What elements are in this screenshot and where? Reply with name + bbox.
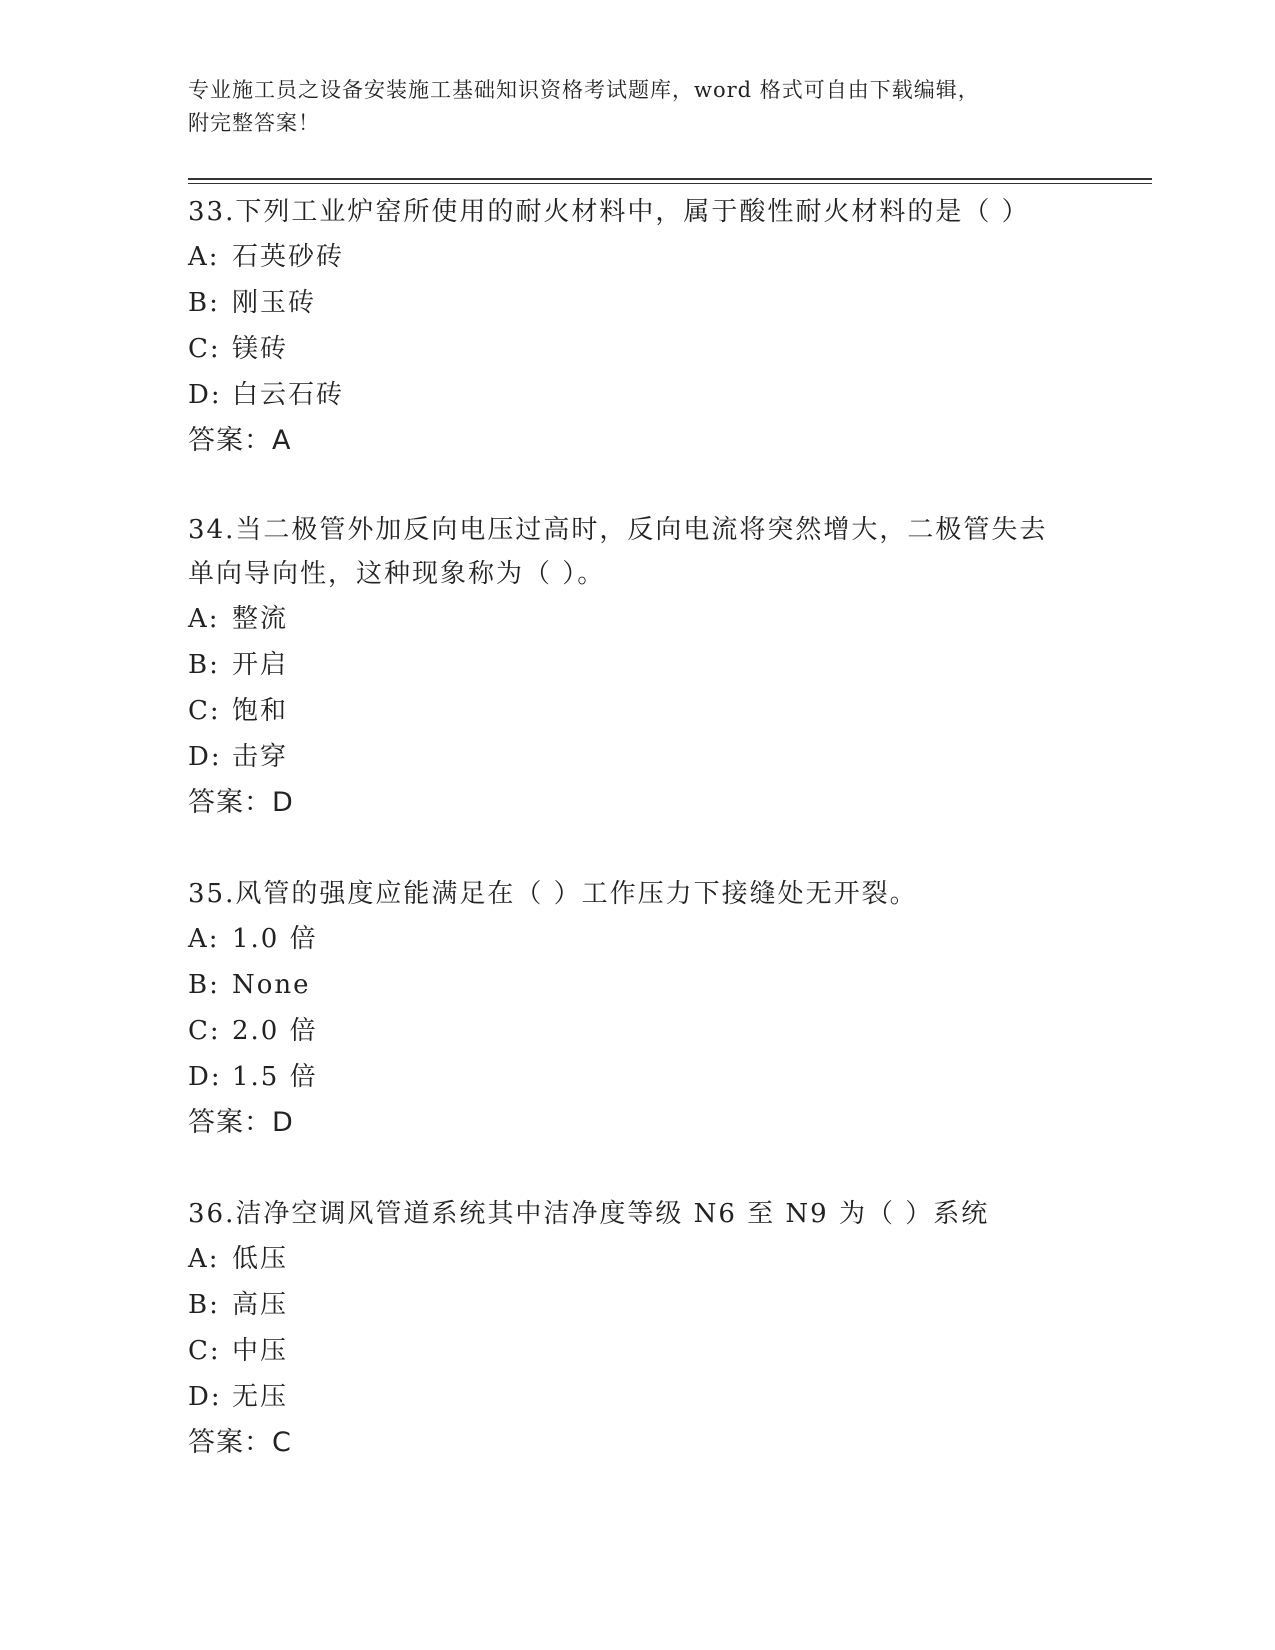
option-c: [188, 1328, 1118, 1374]
option-letter: D:: [188, 742, 222, 772]
option-letter: A:: [188, 604, 220, 634]
option-letter: A:: [188, 924, 220, 954]
header-line-1: 专业施工员之设备安装施工基础知识资格考试题库，word 格式可自由下载编辑，: [188, 78, 980, 102]
option-b: [188, 1282, 1118, 1328]
answer-label: 答案：D: [188, 787, 294, 818]
option-letter: B:: [188, 970, 220, 1000]
option-b: [188, 962, 1118, 1008]
option-letter: A:: [188, 1244, 220, 1274]
question-stem: 33.下列工业炉窑所使用的耐火材料中，属于酸性耐火材料的是（ ）: [188, 197, 1030, 227]
question-stem-line-1: 34.当二极管外加反向电压过高时，反向电流将突然增大，二极管失去: [188, 515, 1048, 545]
option-text: 无压: [232, 1382, 289, 1412]
option-letter: B:: [188, 650, 220, 680]
option-letter: B:: [188, 288, 220, 318]
option-c: [188, 326, 1118, 372]
option-letter: C:: [188, 696, 221, 726]
option-text: 整流: [232, 604, 289, 634]
option-d: [188, 734, 1118, 780]
option-letter: D:: [188, 1382, 222, 1412]
option-d: [188, 1374, 1118, 1420]
option-text: 开启: [232, 650, 289, 680]
question-36: [188, 1192, 1118, 1466]
header-divider: [188, 178, 1152, 180]
option-text: 1.0 倍: [232, 924, 318, 954]
question-stem: 36.洁净空调风管道系统其中洁净度等级 N6 至 N9 为（ ）系统: [188, 1199, 990, 1229]
header-line-2: 附完整答案！: [188, 111, 320, 135]
option-a: [188, 596, 1118, 642]
option-text: 中压: [232, 1336, 289, 1366]
option-text: 低压: [232, 1244, 289, 1274]
answer-label: 答案：C: [188, 1427, 292, 1458]
option-c: [188, 1008, 1118, 1054]
option-c: [188, 688, 1118, 734]
option-a: [188, 916, 1118, 962]
option-text: 白云石砖: [232, 380, 345, 410]
option-letter: A:: [188, 242, 220, 272]
option-text: 1.5 倍: [232, 1062, 318, 1092]
answer-label: 答案：D: [188, 1107, 294, 1138]
option-letter: C:: [188, 1336, 221, 1366]
option-text: 击穿: [232, 742, 289, 772]
option-letter: D:: [188, 380, 222, 410]
question-stem-line-2: 单向导向性，这种现象称为（ ）。: [188, 559, 606, 589]
question-34: [188, 508, 1118, 826]
option-text: 高压: [232, 1290, 289, 1320]
option-text: 饱和: [232, 696, 289, 726]
option-d: [188, 1054, 1118, 1100]
option-letter: C:: [188, 334, 221, 364]
option-text: None: [232, 970, 311, 1000]
option-letter: C:: [188, 1016, 221, 1046]
option-text: 2.0 倍: [232, 1016, 318, 1046]
option-b: [188, 280, 1118, 326]
question-35: [188, 872, 1118, 1146]
answer-label: 答案：A: [188, 425, 292, 456]
option-text: 镁砖: [232, 334, 289, 364]
header-divider-thin: [188, 183, 1152, 184]
document-header: [188, 74, 1088, 140]
option-text: 刚玉砖: [232, 288, 317, 318]
option-a: [188, 234, 1118, 280]
option-text: 石英砂砖: [232, 242, 345, 272]
option-letter: B:: [188, 1290, 220, 1320]
question-33: [188, 190, 1118, 464]
question-stem: 35.风管的强度应能满足在（ ）工作压力下接缝处无开裂。: [188, 879, 918, 909]
option-d: [188, 372, 1118, 418]
option-a: [188, 1236, 1118, 1282]
option-b: [188, 642, 1118, 688]
option-letter: D:: [188, 1062, 222, 1092]
